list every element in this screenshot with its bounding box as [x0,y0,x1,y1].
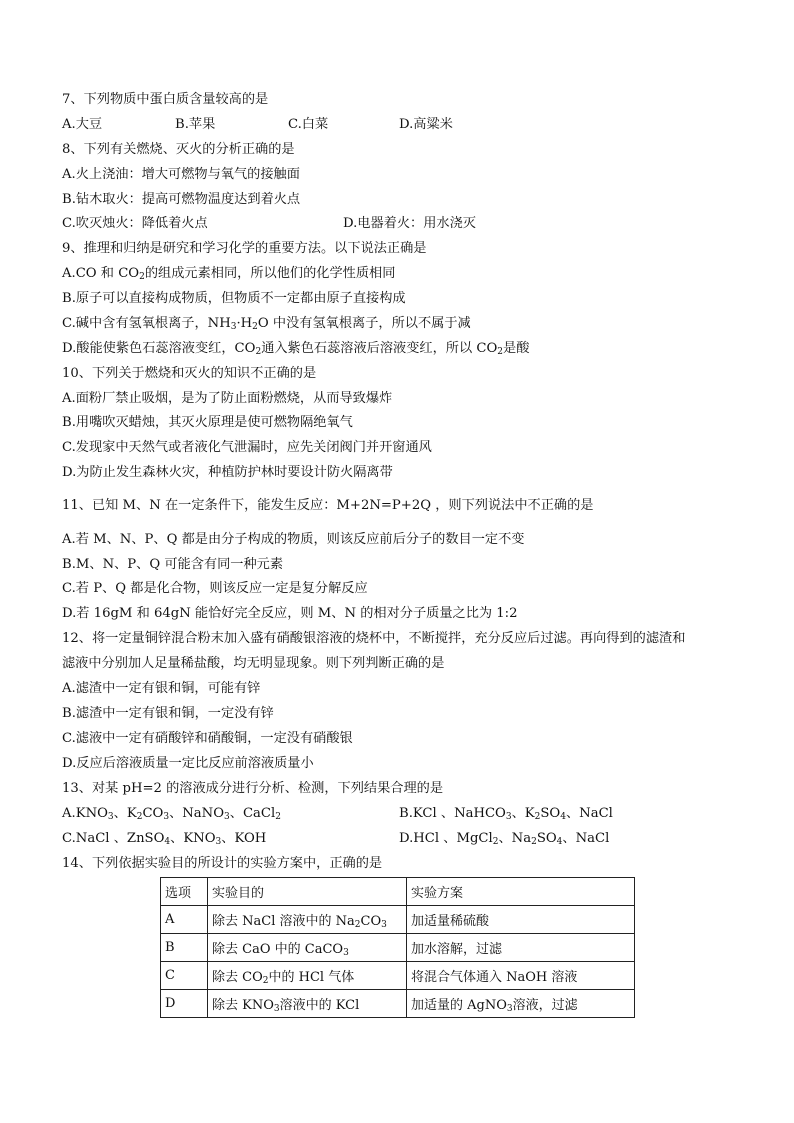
q8-option-a: A.火上浇油：增大可燃物与氧气的接触面 [62,167,300,182]
q9-option-a: A.CO 和 $CO_2$的组成元素相同，所以他们的化学性质相同 [62,266,396,282]
q12-option-d: D.反应后溶液质量一定比反应前溶液质量小 [62,756,314,771]
row-goal: 除去 $KNO_3$溶液中的 KCl [208,990,407,1018]
q7-option-d: D.高粱米 [399,117,453,132]
question-8-stem: 8、下列有关燃烧、灭火的分析正确的是 [62,142,295,157]
q13-option-c: C.NaCl 、ZnSO$_4$、$KNO_3$、KOH [62,831,267,847]
row-plan: 加水溶解，过滤 [407,934,635,962]
q10-option-a: A.面粉厂禁止吸烟，是为了防止面粉燃烧，从而导致爆炸 [62,391,393,406]
q9-option-b: B.原子可以直接构成物质，但物质不一定都由原子直接构成 [62,291,406,306]
q10-option-c: C.发现家中天然气或者液化气泄漏时，应先关闭阀门并开窗通风 [62,440,432,455]
q12-option-c: C.滤液中一定有硝酸锌和硝酸铜，一定没有硝酸银 [62,731,353,746]
q7-option-b: B.苹果 [175,117,216,132]
q13-option-d: D.HCl 、MgCl$_2$、$Na_2SO_4$、NaCl [399,831,610,847]
q7-option-a: A.大豆 [62,117,103,132]
row-plan: 加适量的 AgNO$_3$溶液，过滤 [407,990,635,1018]
question-11-stem: 11、已知 M、N 在一定条件下，能发生反应：M+2N=P+2Q ，则下列说法中不正确的是 [62,498,594,513]
q13-option-b: B.KCl 、NaHCO$_3$、$K_2SO_4$、NaCl [399,806,613,822]
q8-option-b: B.钻木取火：提高可燃物温度达到着火点 [62,192,301,207]
header-option: 选项 [161,878,208,906]
row-goal: 除去 NaCl 溶液中的 $Na_2CO_3$ [208,906,407,934]
q11-option-c: C.若 P、Q 都是化合物，则该反应一定是复分解反应 [62,581,368,596]
question-10-stem: 10、下列关于燃烧和灭火的知识不正确的是 [62,366,317,381]
q11-option-b: B.M、N、P、Q 可能含有同一种元素 [62,557,284,572]
question-12-stem-line1: 12、将一定量铜锌混合粉末加入盛有硝酸银溶液的烧杯中，不断搅拌，充分反应后过滤。再向得到的滤渣和 [62,631,686,646]
table-row [161,906,635,934]
header-plan: 实验方案 [407,878,635,906]
table-header-row [161,878,635,906]
question-14-stem: 14、下列依据实验目的所设计的实验方案中，正确的是 [62,856,383,871]
table-row [161,934,635,962]
table-row [161,962,635,990]
row-option: D [161,990,208,1018]
question-7-stem: 7、下列物质中蛋白质含量较高的是 [62,92,269,107]
table-row [161,990,635,1018]
row-option: A [161,906,208,934]
row-goal: 除去 CaO 中的 CaCO$_3$ [208,934,407,962]
q13-option-a: $A.KNO_3$、$K_2CO_3$、NaNO$_3$、CaCl$_2$ [62,806,281,822]
q10-option-d: D.为防止发生森林火灾，种植防护林时要设计防火隔离带 [62,465,393,480]
row-plan: 加适量稀硫酸 [407,906,635,934]
q8-option-d: D.电器着火：用水浇灭 [343,216,476,231]
row-option: B [161,934,208,962]
q7-option-c: C.白菜 [288,117,329,132]
q11-option-d: D.若 16gM 和 64gN 能恰好完全反应，则 M、N 的相对分子质量之比为 1:2 [62,606,518,621]
q12-option-b: B.滤渣中一定有银和铜，一定没有锌 [62,706,274,721]
q12-option-a: A.滤渣中一定有银和铜，可能有锌 [62,681,261,696]
q11-option-a: A.若 M、N、P、Q 都是由分子构成的物质，则该反应前后分子的数目一定不变 [62,532,525,547]
header-goal: 实验目的 [208,878,407,906]
experiment-table [160,877,635,1018]
question-9-stem: 9、推理和归纳是研究和学习化学的重要方法。以下说法正确是 [62,241,427,256]
row-goal: 除去 $CO_2$中的 HCl 气体 [208,962,407,990]
question-13-stem: 13、对某 pH=2 的溶液成分进行分析、检测，下列结果合理的是 [62,781,444,796]
q8-option-c: C.吹灭烛火：降低着火点 [62,216,208,231]
question-12-stem-line2: 滤液中分别加人足量稀盐酸，均无明显现象。则下列判断正确的是 [62,656,445,671]
q10-option-b: B.用嘴吹灭蜡烛，其灭火原理是使可燃物隔绝氧气 [62,415,353,430]
q9-option-d: D.酸能使紫色石蕊溶液变红，$CO_2$通入紫色石蕊溶液后溶液变红，所以 $CO_2$是酸 [62,341,530,357]
row-option: C [161,962,208,990]
row-plan: 将混合气体通入 NaOH 溶液 [407,962,635,990]
q9-option-c: C.碱中含有氢氧根离子，$NH_3\cdot H_2O$ 中没有氢氧根离子，所以不属于减 [62,316,471,332]
